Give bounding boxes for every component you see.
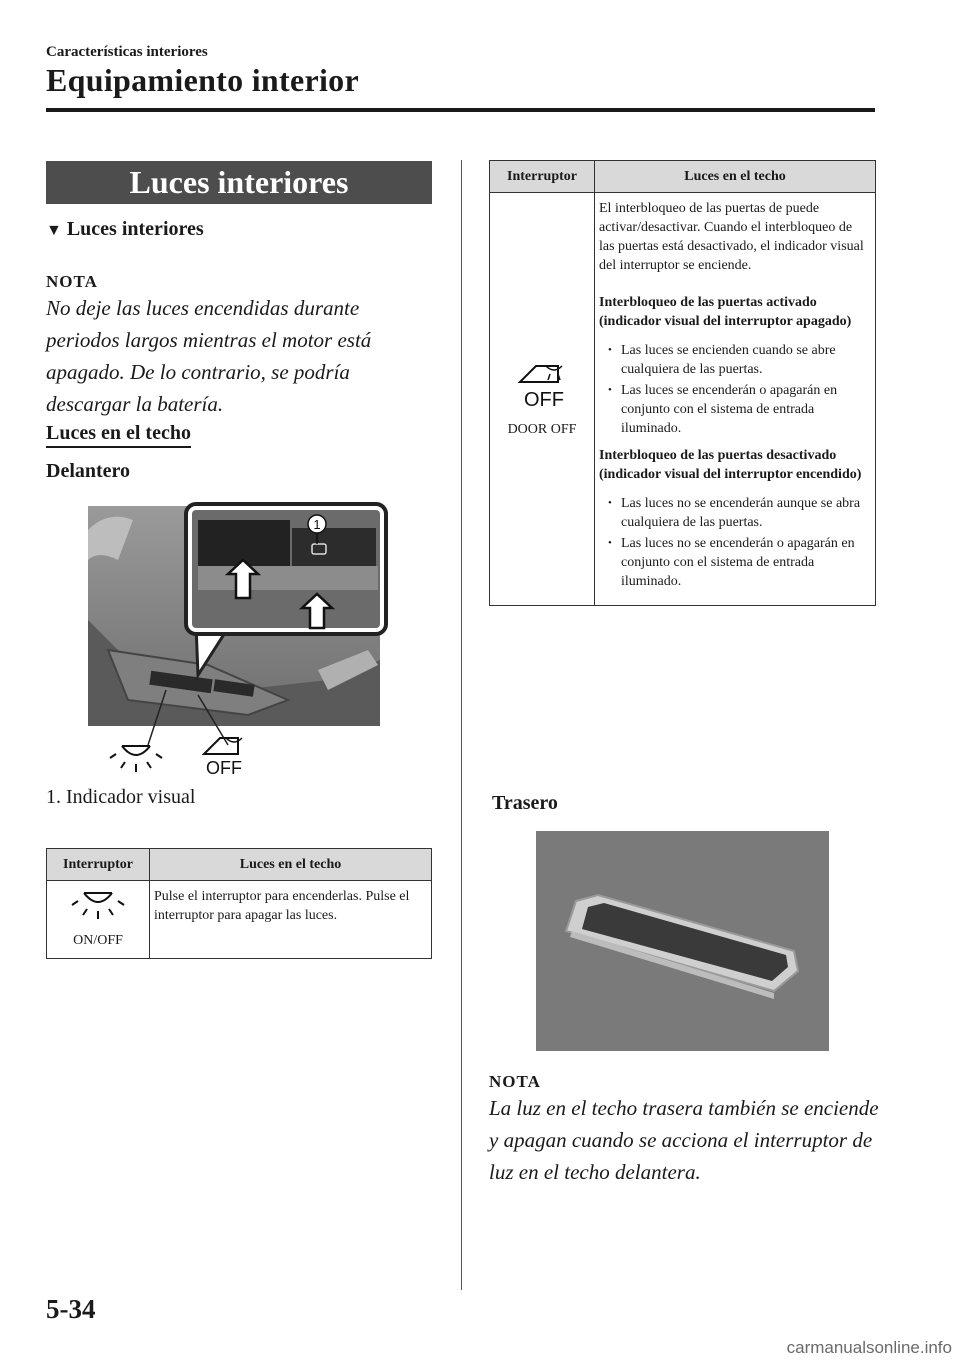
nota-block-2 (489, 1072, 889, 1188)
door-off-icon (204, 738, 242, 778)
list-item: • Las luces no se encenderán aunque se abra cualquiera de las puertas. (621, 494, 869, 532)
table-header-row (47, 849, 432, 881)
dome-light-icon (110, 746, 162, 772)
nota-label: NOTA (46, 272, 98, 291)
header-rule (46, 108, 875, 112)
page-number: 5-34 (46, 1294, 96, 1324)
list-item: • Las luces no se encenderán o apagarán en conjunto con el sistema de entrada iluminado. (621, 534, 869, 591)
table-row (490, 193, 876, 606)
intro-text: El interbloqueo de las puertas de puede activar/desactivar. Cuando el interbloqueo de las puertas está desactivado, el indicador visual del interruptor se enciende. (599, 201, 864, 273)
switch-table-1 (46, 848, 432, 959)
col-interruptor: Interruptor (47, 849, 150, 881)
triangle-icon: ▼ (46, 222, 62, 239)
page-title: Equipamiento interior (46, 62, 359, 98)
off-label: OFF (524, 388, 564, 410)
front-console-figure (88, 500, 388, 785)
interlock-off-list (599, 494, 869, 591)
table-row (47, 881, 432, 959)
column-divider (461, 160, 462, 1290)
luces-techo-heading: Luces en el techo (46, 422, 191, 448)
list-item: • Las luces se encenderán o apagarán en conjunto con el sistema de entrada iluminado. (621, 381, 869, 438)
interlock-off-heading: Interbloqueo de las puertas desactivado (indicador visual del interruptor encendido) (599, 448, 862, 482)
trasero-heading: Trasero (492, 792, 558, 814)
col-luces: Luces en el techo (595, 161, 876, 193)
door-off-label: DOOR OFF (507, 421, 577, 437)
watermark: carmanualsonline.info (786, 1338, 952, 1357)
switch-label: ON/OFF (73, 933, 123, 948)
section-heading: ▼ Luces interiores (46, 218, 204, 240)
dome-light-icon (68, 889, 128, 925)
nota-text: No deje las luces encendidas durante periodos largos mientras el motor está apagado. De lo contrario, se podría descargar la batería. (46, 296, 372, 416)
table-header-row (490, 161, 876, 193)
callout-number: 1 (313, 517, 321, 532)
switch-description: Pulse el interruptor para encenderlas. Pulse el interruptor para apagar las luces. (150, 881, 432, 959)
interlock-on-list (599, 341, 869, 438)
nota-label: NOTA (489, 1072, 541, 1091)
off-label: OFF (206, 758, 242, 778)
col-luces: Luces en el techo (150, 849, 432, 881)
col-interruptor: Interruptor (490, 161, 595, 193)
delantero-heading: Delantero (46, 460, 131, 482)
rear-light-figure (536, 831, 829, 1051)
list-item: • Las luces se encienden cuando se abre cualquiera de las puertas. (621, 341, 869, 379)
interlock-on-heading: Interbloqueo de las puertas activado (indicador visual del interruptor apagado) (599, 295, 852, 329)
switch-table-2 (489, 160, 876, 606)
door-off-icon (512, 360, 572, 410)
section-label: Características interiores (46, 44, 208, 60)
door-lock-description (595, 193, 876, 606)
switch-icon-cell (47, 881, 150, 959)
door-off-icon-cell (490, 193, 595, 606)
nota-text: La luz en el techo trasera también se enciende y apagan cuando se acciona el interruptor de luz en el techo delantera. (489, 1096, 879, 1184)
nota-block-1 (46, 272, 436, 420)
indicator-caption: 1. Indicador visual (46, 786, 196, 808)
section-banner: Luces interiores (46, 161, 432, 204)
